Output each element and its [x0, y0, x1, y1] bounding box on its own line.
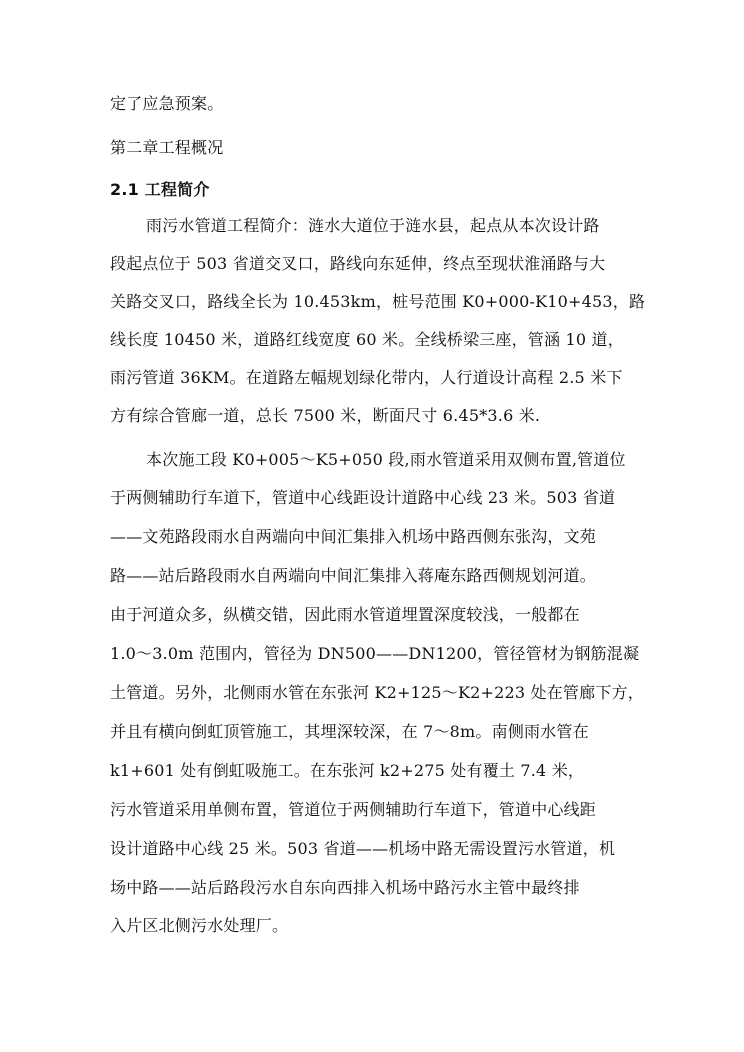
paragraph-line: 由于河道众多，纵横交错，因此雨水管道埋置深度较浅，一般都在 — [110, 605, 580, 624]
paragraph-line: 关路交叉口，路线全长为 10.453km，桩号范围 K0+000-K10+453，路 — [110, 292, 646, 311]
paragraph-line: k1+601 处有倒虹吸施工。在东张河 k2+275 处有覆土 7.4 米， — [110, 761, 585, 780]
section-heading: 2.1 工程简介 — [110, 180, 210, 199]
text-line-continuation: 定了应急预案。 — [110, 94, 224, 113]
paragraph-line: 路——站后路段雨水自两端向中间汇集排入蒋庵东路西侧规划河道。 — [110, 566, 597, 585]
paragraph-line: 段起点位于 503 省道交叉口，路线向东延伸，终点至现状淮涌路与大 — [110, 254, 606, 273]
paragraph-line: ——文苑路段雨水自两端向中间汇集排入机场中路西侧东张沟，文苑 — [110, 527, 597, 546]
paragraph-line: 1.0～3.0m 范围内，管径为 DN500——DN1200，管径管材为钢筋混凝 — [110, 644, 640, 663]
paragraph-line: 并且有横向倒虹顶管施工，其埋深较深，在 7～8m。南侧雨水管在 — [110, 722, 589, 741]
paragraph-line: 设计道路中心线 25 米。503 省道——机场中路无需设置污水管道，机 — [110, 839, 616, 858]
paragraph-line: 方有综合管廊一道，总长 7500 米，断面尺寸 6.45*3.6 米. — [110, 406, 541, 425]
paragraph-line: 本次施工段 K0+005～K5+050 段,雨水管道采用双侧布置,管道位 — [146, 450, 626, 469]
chapter-heading: 第二章工程概况 — [110, 138, 224, 157]
paragraph-line: 入片区北侧污水处理厂。 — [110, 916, 289, 935]
paragraph-line: 污水管道采用单侧布置，管道位于两侧辅助行车道下，管道中心线距 — [110, 800, 597, 819]
paragraph-line: 土管道。另外，北侧雨水管在东张河 K2+125～K2+223 处在管廊下方， — [110, 683, 644, 702]
paragraph-line: 雨污水管道工程简介：涟水大道位于涟水县，起点从本次设计路 — [146, 216, 600, 235]
paragraph-line: 于两侧辅助行车道下，管道中心线距设计道路中心线 23 米。503 省道 — [110, 488, 616, 507]
paragraph-line: 雨污管道 36KM。在道路左幅规划绿化带内，人行道设计高程 2.5 米下 — [110, 368, 623, 387]
paragraph-line: 线长度 10450 米，道路红线宽度 60 米。全线桥梁三座，管涵 10 道， — [110, 330, 624, 349]
paragraph-line: 场中路——站后路段污水自东向西排入机场中路污水主管中最终排 — [110, 878, 580, 897]
